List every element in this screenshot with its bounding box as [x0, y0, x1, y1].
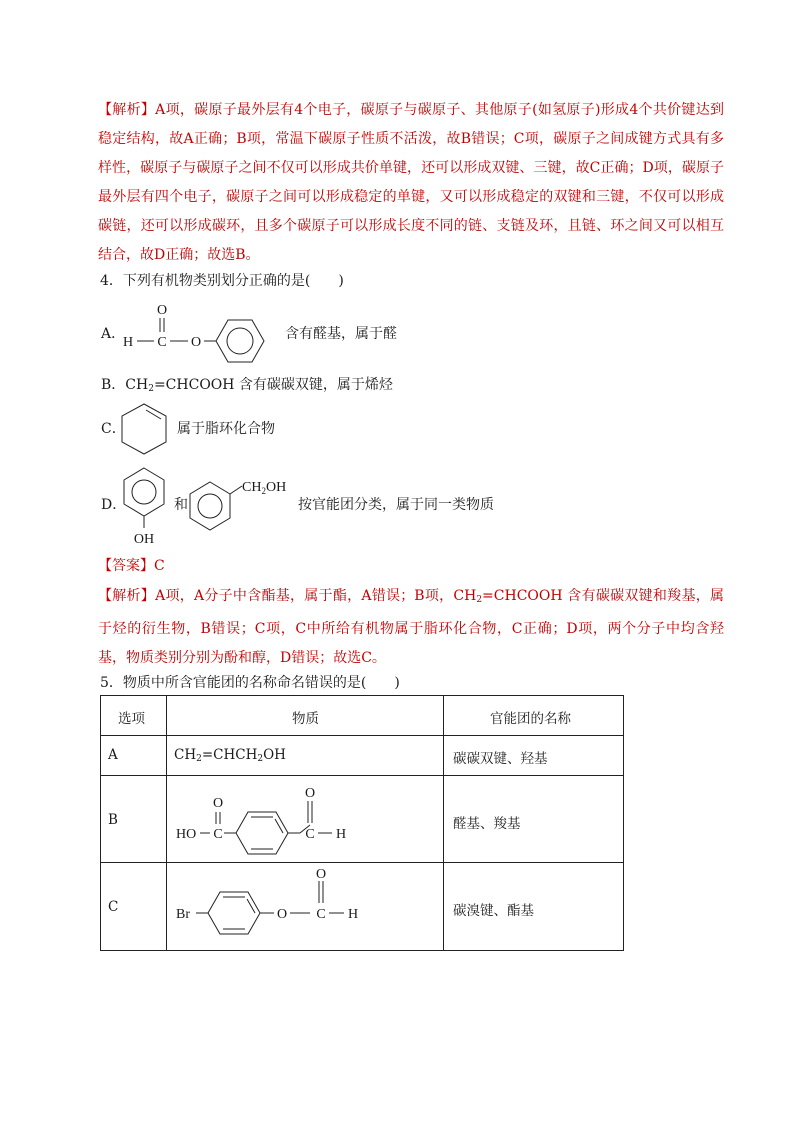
row-a-option: A — [108, 747, 118, 763]
b-c2: C — [305, 827, 315, 842]
analysis-text-2: =CHCOOH 含有碳碳双键和羧基，属于烃的衍生物，B错误；C项，C中所给有机物属于脂环化合物，C正确；D项，两个分子中均含羟基，物质类别分别为酚和醇，D错误；故选C。 — [98, 588, 724, 666]
analysis-text: A项，碳原子最外层有4个电子，碳原子与碳原子、其他原子(如氢原子)形成4个共价键达到稳定结构，故A正确；B项，常温下碳原子性质不活泼，故B错误；C项，碳原子之间成键方式具有多样性，碳原子与碳原子之间不仅可以形成共价单键，还可以形成双键、三键，故C正确；D项，碳原子最外层有四个电子，碳原子之间可以形成稳定的单键，又可以形成稳定的双键和三键，不仅可以形成碳链，还可以形成碳环，且多个碳原子可以形成长度不同的链、支链及环，且链、环之间又可以相互结合，故D正确；故选B。 — [98, 102, 724, 263]
q4-answer — [98, 556, 165, 576]
row-a-sub-part1: CH — [174, 747, 197, 763]
row-b-option: B — [108, 812, 118, 828]
q4-stem: 4．下列有机物类别划分正确的是( ) — [100, 273, 344, 289]
q4-analysis — [98, 582, 724, 673]
q4-option-c-label: C． — [101, 421, 126, 437]
row-a-substance — [174, 747, 286, 764]
header-group: 官能团的名称 — [490, 711, 571, 727]
row-b-group: 醛基、羧基 — [453, 816, 521, 832]
phenol-oh: OH — [133, 532, 155, 547]
row-c-option: C — [108, 899, 119, 915]
q5-table — [100, 695, 624, 951]
q4-option-d-phenol — [118, 464, 170, 548]
answer-value: C — [154, 558, 165, 574]
row-c-structure — [174, 867, 374, 947]
c-o: O — [276, 907, 288, 922]
atom-c: C — [157, 335, 167, 350]
q4-option-b — [101, 375, 393, 399]
c-h: H — [348, 907, 359, 922]
q4-option-d-and: 和 — [174, 497, 188, 513]
q4-option-a-text: 含有醛基，属于醛 — [285, 326, 397, 342]
header-substance: 物质 — [292, 711, 319, 727]
option-b-label: B． — [101, 377, 126, 393]
atom-o-ester: O — [190, 335, 202, 350]
q5-stem: 5．物质中所含官能团的名称命名错误的是( ) — [100, 675, 400, 691]
benzyl-ch2oh — [242, 480, 286, 496]
option-b-formula-1: CH — [125, 377, 149, 393]
q4-option-d-text: 按官能团分类，属于同一类物质 — [298, 497, 494, 513]
option-b-text: 含有碳碳双键，属于烯烃 — [234, 377, 393, 393]
row-a-group: 碳碳双键、羟基 — [453, 751, 548, 767]
row-b-structure — [174, 779, 364, 859]
analysis-sub: 2 — [476, 595, 483, 605]
analysis-text-1: A项，A分子中含酯基，属于酯，A错误；B项，CH — [155, 588, 477, 604]
q4-option-c-cyclohexene — [120, 402, 170, 458]
analysis-tag: 【解析】 — [98, 102, 156, 118]
b-c1: C — [213, 827, 223, 842]
analysis-tag: 【解析】 — [98, 588, 156, 604]
row-a-sub2: 2 — [257, 754, 264, 764]
atom-o-carbonyl: O — [156, 303, 168, 318]
row-a-sub-part3: OH — [263, 747, 286, 763]
c-c: C — [316, 907, 326, 922]
q4-option-d-label: D． — [101, 497, 127, 513]
benzyl-oh: OH — [265, 480, 287, 495]
q4-option-a-label: A． — [101, 326, 126, 342]
q4-option-c-text: 属于脂环化合物 — [177, 421, 275, 437]
b-o1: O — [212, 796, 224, 811]
b-h: H — [336, 827, 347, 842]
option-b-formula-sub: 2 — [148, 384, 154, 394]
atom-h: H — [122, 335, 134, 350]
c-o-top: O — [315, 867, 327, 882]
q4-option-a-structure — [118, 298, 270, 374]
row-c-group: 碳溴键、酯基 — [453, 903, 534, 919]
q3-analysis — [98, 96, 724, 270]
answer-tag: 【答案】 — [98, 558, 154, 574]
row-a-sub1: 2 — [196, 754, 202, 764]
benzyl-ch-sub: 2 — [261, 486, 266, 496]
q4-option-d-benzyl-alcohol — [186, 474, 296, 534]
header-option: 选项 — [118, 711, 145, 727]
option-b-formula-2: =CHCOOH — [153, 377, 235, 393]
b-ho: HO — [176, 827, 197, 842]
c-br: Br — [176, 907, 190, 922]
row-a-sub-part2: =CHCH — [201, 747, 258, 763]
b-o2: O — [304, 786, 316, 801]
benzyl-ch: CH — [242, 480, 262, 495]
